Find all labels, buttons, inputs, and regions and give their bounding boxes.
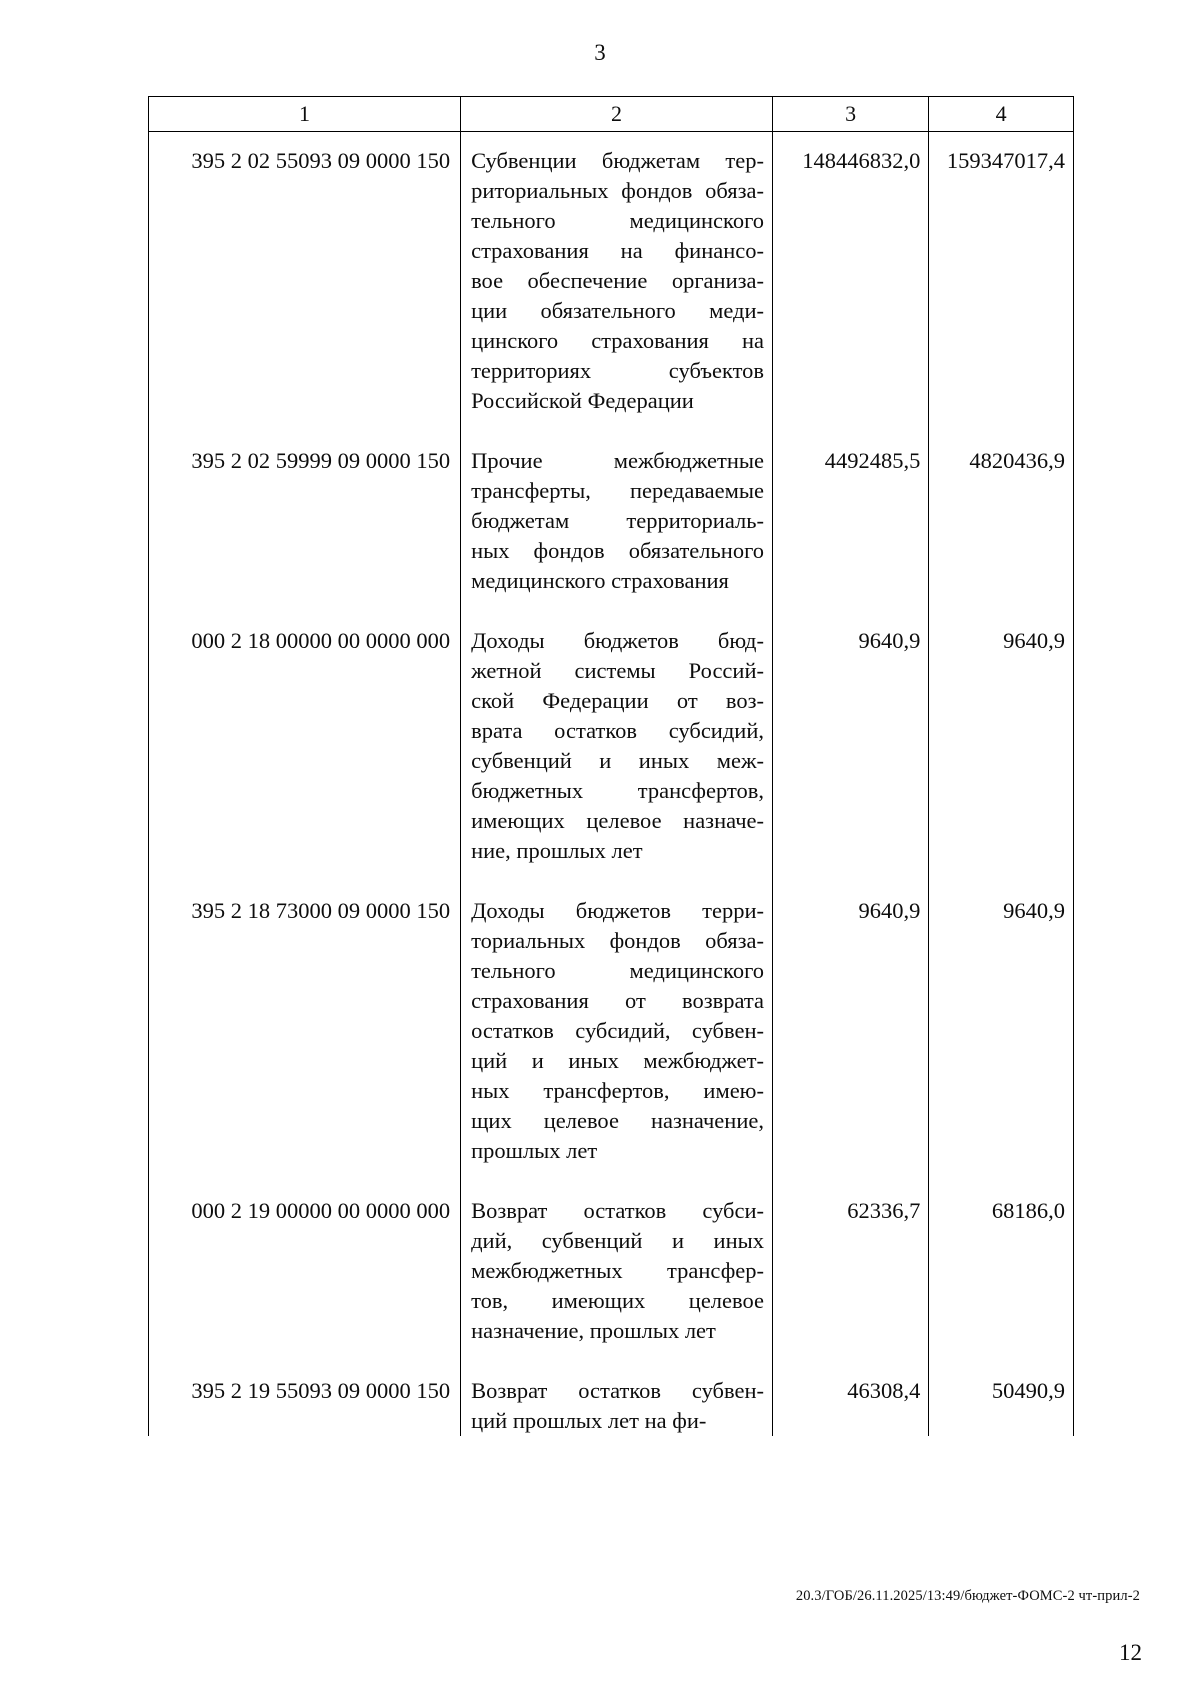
row-value-2026	[773, 1196, 928, 1346]
row-value-2026	[773, 626, 928, 866]
row-code-text: 395 2 18 73000 09 0000 150	[191, 898, 451, 923]
row-name-line: тов, имеющих целевое	[471, 1288, 764, 1313]
row-value-2026	[773, 446, 928, 596]
row-name-line: ций прошлых лет на фи-	[471, 1408, 707, 1433]
row-value-2026	[773, 146, 928, 416]
row-code	[149, 446, 460, 596]
row-name-line: тельного медицинского	[471, 208, 764, 233]
row-name-line: щих целевое назначение,	[471, 1108, 764, 1133]
row-name-line: дий, субвенций и иных	[471, 1228, 764, 1253]
row-code	[149, 1376, 460, 1436]
row-name-line: ций и иных межбюджет-	[471, 1048, 764, 1073]
row-name-line: медицинского страхования	[471, 568, 729, 593]
row-name	[461, 626, 772, 866]
row-code	[149, 1196, 460, 1346]
footer-note: 20.3/ГОБ/26.11.2025/13:49/бюджет-ФОМС-2 чт-прил-2	[795, 1588, 1140, 1604]
row-name-line: ской Федерации от воз-	[471, 688, 764, 713]
row-name-line: ных фондов обязательного	[471, 538, 764, 563]
row-code-text: 395 2 02 59999 09 0000 150	[191, 448, 451, 473]
row-name-line: Возврат остатков субвен-	[471, 1378, 764, 1403]
row-value-2027	[929, 1376, 1073, 1436]
row-value-2026-text: 62336,7	[847, 1198, 921, 1223]
col-number-4: 4	[929, 97, 1074, 132]
row-name-line: Возврат остатков субси-	[471, 1198, 764, 1223]
value-2026-column	[773, 132, 929, 1437]
col-number-2: 2	[461, 97, 773, 132]
row-name-line: тельного медицинского	[471, 958, 764, 983]
row-name-line: страхования от возврата	[471, 988, 764, 1013]
row-value-2026-text: 9640,9	[858, 628, 921, 653]
row-value-2027-text: 4820436,9	[969, 448, 1065, 473]
row-name-line: бюджетных трансфертов,	[471, 778, 764, 803]
row-value-2026	[773, 896, 928, 1166]
row-value-2026-text: 4492485,5	[824, 448, 921, 473]
row-code	[149, 896, 460, 1166]
row-name	[461, 1376, 772, 1436]
row-value-2027-text: 9640,9	[1003, 898, 1065, 923]
row-name-line: страхования на финансо-	[471, 238, 764, 263]
row-name-line: Российской Федерации	[471, 388, 694, 413]
row-value-2027	[929, 446, 1073, 596]
name-column	[461, 132, 773, 1437]
row-name-line: трансферты, передаваемые	[471, 478, 764, 503]
row-name-line: ных трансфертов, имею-	[471, 1078, 764, 1103]
row-value-2027-text: 9640,9	[1003, 628, 1065, 653]
row-name-line: врата остатков субсидий,	[471, 718, 764, 743]
page-number-bottom: 12	[1119, 1640, 1142, 1665]
row-value-2027-text: 159347017,4	[946, 148, 1065, 173]
row-value-2026-text: 9640,9	[858, 898, 921, 923]
row-code-text: 000 2 19 00000 00 0000 000	[191, 1198, 451, 1223]
row-value-2027	[929, 896, 1073, 1166]
row-name-line: Прочие межбюджетные	[471, 448, 764, 473]
row-name-line: вое обеспечение организа-	[471, 268, 764, 293]
col-number-3: 3	[773, 97, 929, 132]
row-code-text: 395 2 19 55093 09 0000 150	[191, 1378, 451, 1403]
row-name	[461, 896, 772, 1166]
row-name-line: назначение, прошлых лет	[471, 1318, 716, 1343]
row-name-line: субвенций и иных меж-	[471, 748, 764, 773]
row-value-2027	[929, 146, 1073, 416]
row-name-line: Доходы бюджетов бюд-	[471, 628, 764, 653]
budget-income-table	[148, 96, 1074, 1436]
row-code	[149, 146, 460, 416]
row-name-line: имеющих целевое назначе-	[471, 808, 764, 833]
row-name-line: жетной системы Россий-	[471, 658, 764, 683]
row-name	[461, 146, 772, 416]
row-name-line: Субвенции бюджетам тер-	[471, 148, 764, 173]
row-value-2026-text: 46308,4	[847, 1378, 921, 1403]
row-name-line: ции обязательного меди-	[471, 298, 764, 323]
row-name-line: бюджетам территориаль-	[471, 508, 764, 533]
row-name-line: остатков субсидий, субвен-	[471, 1018, 764, 1043]
row-code	[149, 626, 460, 866]
row-name-line: Доходы бюджетов терри-	[471, 898, 764, 923]
row-name-line: ние, прошлых лет	[471, 838, 643, 863]
row-name-line: риториальных фондов обяза-	[471, 178, 764, 203]
row-name-line: ториальных фондов обяза-	[471, 928, 764, 953]
row-name-line: цинского страхования на	[471, 328, 764, 353]
row-value-2027	[929, 1196, 1073, 1346]
row-code-text: 395 2 02 55093 09 0000 150	[191, 148, 451, 173]
row-value-2026-text: 148446832,0	[802, 148, 921, 173]
col-number-1: 1	[149, 97, 461, 132]
page-number-top: 3	[594, 40, 606, 65]
table-body-row	[149, 132, 1074, 1437]
row-name-line: межбюджетных трансфер-	[471, 1258, 764, 1283]
row-name-line: территориях субъектов	[471, 358, 764, 383]
code-column	[149, 132, 461, 1437]
row-value-2027-text: 68186,0	[991, 1198, 1065, 1223]
row-value-2027	[929, 626, 1073, 866]
value-2027-column	[929, 132, 1074, 1437]
table-column-number-row	[149, 97, 1074, 132]
row-value-2027-text: 50490,9	[991, 1378, 1065, 1403]
row-value-2026	[773, 1376, 928, 1436]
row-code-text: 000 2 18 00000 00 0000 000	[191, 628, 451, 653]
row-name	[461, 446, 772, 596]
row-name-line: прошлых лет	[471, 1138, 598, 1163]
row-name	[461, 1196, 772, 1346]
